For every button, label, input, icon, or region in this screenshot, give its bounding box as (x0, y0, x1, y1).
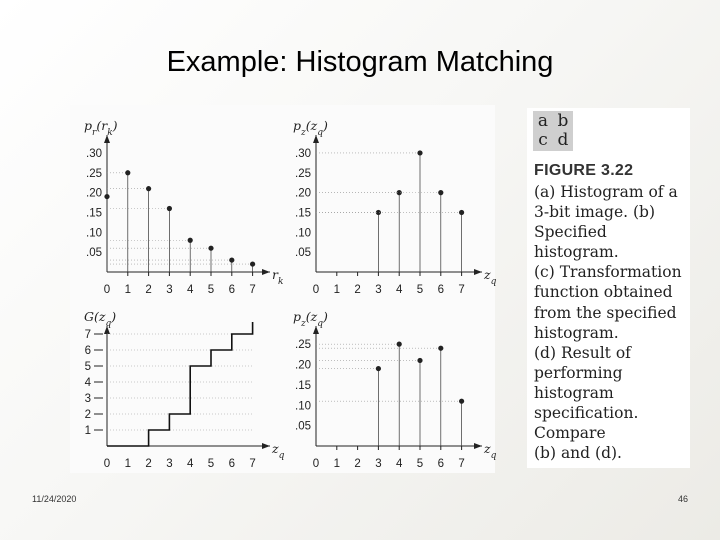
figure-caption (534, 182, 690, 463)
x-tick-label-a: 4 (186, 284, 194, 296)
x-tick-label-b: 1 (333, 284, 341, 296)
x-tick-label-b: 5 (416, 284, 424, 296)
y-tick-label-b: .05 (295, 247, 311, 260)
x-tick-label-c: 4 (186, 458, 194, 470)
x-tick-label-a: 1 (124, 284, 132, 296)
x-axis-arrow-b (474, 269, 482, 275)
caption-line: function obtained (534, 283, 673, 302)
panel-key (533, 111, 573, 151)
x-tick-label-a: 6 (228, 284, 236, 296)
caption-line: from the specified (534, 303, 677, 322)
y-tick-label-d: .15 (295, 379, 311, 392)
x-axis-arrow-d (474, 443, 482, 449)
y-tick-label-c: 7 (84, 329, 91, 341)
x-tick-label-a: 7 (249, 284, 256, 296)
x-tick-label-a: 5 (207, 284, 215, 296)
data-point-a (229, 257, 234, 262)
y-tick-label-a: .30 (86, 147, 102, 160)
data-point-a (188, 238, 193, 243)
y-tick-label-a: .15 (86, 207, 102, 220)
caption-line: histogram. (534, 243, 619, 262)
x-axis-arrow-a (262, 269, 270, 275)
data-point-d (438, 346, 443, 351)
x-tick-label-b: 4 (395, 284, 403, 296)
caption-line: (d) Result of (534, 343, 631, 362)
x-tick-label-d: 0 (312, 458, 320, 470)
slide-title: Example: Histogram Matching (166, 46, 554, 78)
panel-key-d: d (557, 130, 569, 150)
data-point-d (397, 342, 402, 347)
caption-line: Compare (534, 424, 606, 443)
data-point-a (208, 246, 213, 251)
y-tick-label-b: .15 (295, 207, 311, 220)
y-tick-label-b: .25 (295, 167, 311, 180)
slide-date: 11/24/2020 (32, 494, 77, 504)
data-point-b (417, 150, 422, 155)
x-tick-label-c: 1 (124, 458, 132, 470)
caption-line: performing (534, 363, 623, 382)
x-tick-label-c: 6 (228, 458, 236, 470)
y-tick-label-b: .20 (295, 187, 311, 200)
slide-number: 46 (678, 494, 689, 504)
y-tick-label-d: .20 (295, 359, 311, 372)
figure-panel (70, 105, 495, 473)
caption-line: histogram. (534, 323, 619, 342)
x-tick-label-d: 3 (375, 458, 382, 470)
y-tick-label-d: .25 (295, 339, 311, 352)
y-tick-label-d: .05 (295, 420, 311, 433)
y-tick-label-a: .05 (86, 247, 102, 260)
x-tick-label-d: 6 (437, 458, 445, 470)
transformation-step-curve (107, 322, 253, 446)
y-tick-label-c: 1 (84, 425, 91, 437)
caption-line: (b) and (d). (534, 444, 622, 463)
y-tick-label-a: .10 (86, 227, 102, 240)
histogram-figure (70, 105, 495, 473)
y-tick-label-a: .20 (86, 187, 102, 200)
y-tick-label-c: 2 (84, 409, 91, 421)
x-tick-label-a: 3 (166, 284, 173, 296)
x-tick-label-c: 3 (166, 458, 173, 470)
data-point-a (146, 186, 151, 191)
x-tick-label-b: 2 (354, 284, 361, 296)
x-tick-label-d: 2 (354, 458, 361, 470)
data-point-a (250, 261, 255, 266)
x-axis-label-d: $z_q$ (484, 441, 497, 461)
x-tick-label-d: 5 (416, 458, 424, 470)
x-axis-label-b: $z_q$ (484, 267, 497, 287)
y-tick-label-b: .10 (295, 227, 311, 240)
x-tick-label-b: 0 (312, 284, 320, 296)
caption-line: 3-bit image. (b) (534, 203, 655, 222)
caption-panel (527, 108, 690, 468)
x-tick-label-b: 3 (375, 284, 382, 296)
x-axis-label-c: $z_q$ (272, 441, 285, 461)
x-tick-label-b: 6 (437, 284, 445, 296)
y-tick-label-b: .30 (295, 147, 311, 160)
x-tick-label-d: 1 (333, 458, 341, 470)
panel-key-a: a (537, 111, 549, 131)
y-tick-label-c: 4 (84, 377, 91, 389)
x-tick-label-b: 7 (458, 284, 465, 296)
x-tick-label-c: 0 (103, 458, 111, 470)
x-tick-label-a: 0 (103, 284, 111, 296)
data-point-d (376, 366, 381, 371)
caption-line: (c) Transformation (534, 263, 682, 282)
x-tick-label-c: 7 (249, 458, 256, 470)
y-tick-label-d: .10 (295, 400, 311, 413)
y-axis-label-c: $G(z_q)$ (84, 309, 117, 329)
x-axis-label-a: $r_k$ (272, 267, 284, 287)
y-tick-label-a: .25 (86, 167, 102, 180)
data-point-b (438, 190, 443, 195)
y-tick-label-c: 5 (84, 361, 91, 373)
y-axis-label-d: $p_z(z_q)$ (293, 309, 328, 329)
data-point-a (125, 170, 130, 175)
figure-label: FIGURE 3.22 (534, 162, 634, 179)
caption-line: Specified (534, 223, 607, 242)
x-tick-label-a: 2 (145, 284, 152, 296)
data-point-a (167, 206, 172, 211)
x-tick-label-d: 7 (458, 458, 465, 470)
y-axis-label-a: $p_r(r_k)$ (84, 118, 118, 138)
y-tick-label-c: 6 (84, 345, 91, 357)
data-point-d (417, 358, 422, 363)
data-point-a (104, 194, 109, 199)
panel-key-b: b (557, 111, 569, 131)
y-tick-label-c: 3 (84, 393, 91, 405)
y-axis-label-b: $p_z(z_q)$ (293, 118, 328, 138)
data-point-b (459, 210, 464, 215)
x-tick-label-c: 2 (145, 458, 152, 470)
caption-line: histogram (534, 383, 614, 402)
caption-line: (a) Histogram of a (534, 183, 678, 201)
x-axis-arrow-c (262, 443, 270, 449)
panel-key-c: c (538, 130, 548, 150)
data-point-d (459, 399, 464, 404)
x-tick-label-d: 4 (395, 458, 403, 470)
caption-line: specification. (534, 404, 639, 423)
x-tick-label-c: 5 (207, 458, 215, 470)
